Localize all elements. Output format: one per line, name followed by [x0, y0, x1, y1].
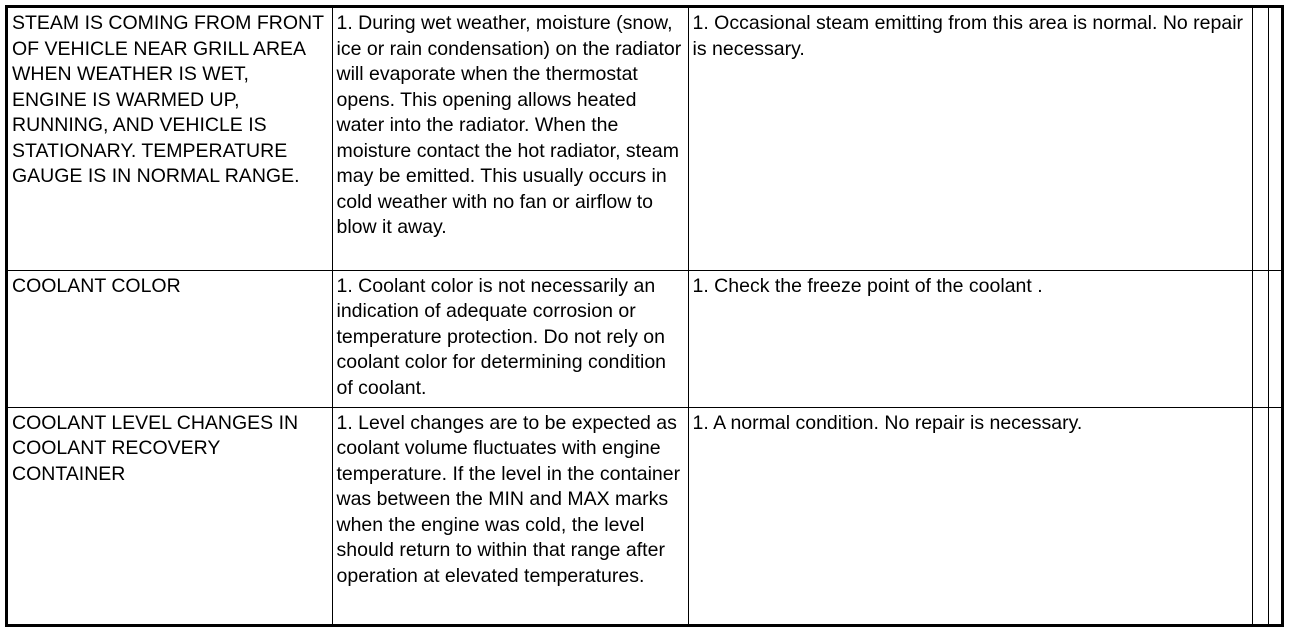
- empty-check-cell: [1252, 8, 1268, 270]
- correction-cell: 1. A normal condition. No repair is necessary.: [688, 407, 1252, 624]
- empty-check-cell: [1268, 407, 1281, 624]
- diagnosis-table: [8, 8, 1281, 624]
- diagnosis-table-frame: [5, 5, 1284, 627]
- empty-check-cell: [1252, 270, 1268, 407]
- possible-cause-cell: 1. Coolant color is not necessarily an indication of adequate corrosion or temperature protection. Do not rely on coolant color for determining condition of coolant.: [332, 270, 688, 407]
- condition-cell: COOLANT COLOR: [8, 270, 332, 407]
- empty-check-cell: [1268, 270, 1281, 407]
- possible-cause-cell: 1. Level changes are to be expected as coolant volume fluctuates with engine temperature. If the level in the container was between the MIN and MAX marks when the engine was cold, the level should return to within that range after operation at elevated temperatures.: [332, 407, 688, 624]
- table-row: [8, 8, 1281, 270]
- correction-cell: 1. Occasional steam emitting from this area is normal. No repair is necessary.: [688, 8, 1252, 270]
- correction-cell: 1. Check the freeze point of the coolant .: [688, 270, 1252, 407]
- condition-cell: COOLANT LEVEL CHANGES IN COOLANT RECOVERY CONTAINER: [8, 407, 332, 624]
- possible-cause-cell: 1. During wet weather, moisture (snow, ice or rain condensation) on the radiator will evaporate when the thermostat opens. This opening allows heated water into the radiator. When the moisture contact the hot radiator, steam may be emitted. This usually occurs in cold weather with no fan or airflow to blow it away.: [332, 8, 688, 270]
- condition-cell: STEAM IS COMING FROM FRONT OF VEHICLE NEAR GRILL AREA WHEN WEATHER IS WET, ENGINE IS WARMED UP, RUNNING, AND VEHICLE IS STATIONARY. TEMPERATURE GAUGE IS IN NORMAL RANGE.: [8, 8, 332, 270]
- table-row: [8, 407, 1281, 624]
- empty-check-cell: [1268, 8, 1281, 270]
- empty-check-cell: [1252, 407, 1268, 624]
- table-row: [8, 270, 1281, 407]
